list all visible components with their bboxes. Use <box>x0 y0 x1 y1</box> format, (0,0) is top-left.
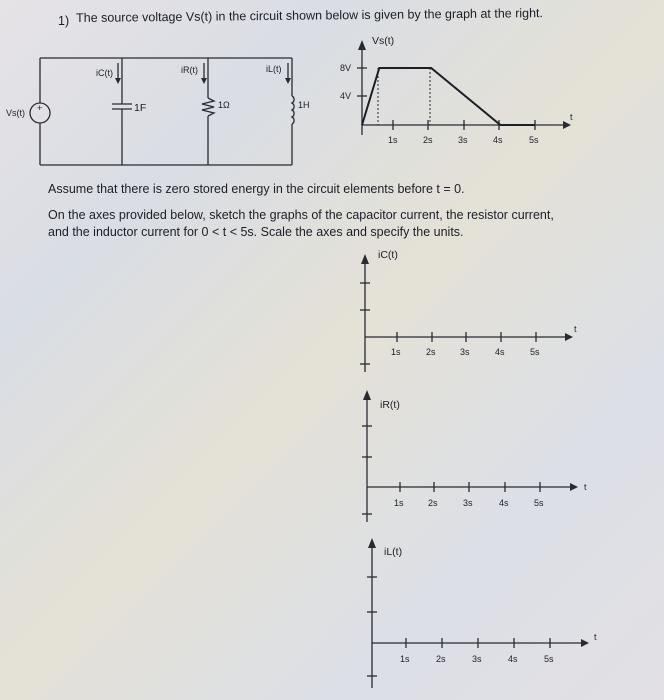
ir-xtick-1s: 1s <box>394 498 404 508</box>
source-label: Vs(t) <box>6 108 25 118</box>
source-graph-xlabel: t <box>570 112 573 122</box>
resistor-current-label: iR(t) <box>181 65 198 75</box>
assumption-text: Assume that there is zero stored energy in the circuit elements before t = 0. <box>48 182 465 196</box>
il-xtick-2s: 2s <box>436 654 446 664</box>
il-axes <box>367 546 583 688</box>
capacitor-current-label: iC(t) <box>96 68 113 78</box>
ic-ylabel: iC(t) <box>378 249 398 261</box>
ic-xlabel: t <box>574 324 577 334</box>
il-xtick-3s: 3s <box>472 654 482 664</box>
source-plus-sign: + <box>37 103 43 113</box>
il-xtick-1s: 1s <box>400 654 410 664</box>
problem-statement: The source voltage Vs(t) in the circuit shown below is given by the graph at the right. <box>76 6 544 25</box>
source-xtick-5s: 5s <box>529 135 539 145</box>
source-ytick-8v: 8V <box>340 63 352 73</box>
source-ytick-4v: 4V <box>340 91 352 101</box>
problem-number: 1) <box>58 14 70 28</box>
ir-ylabel: iR(t) <box>380 399 400 411</box>
il-xlabel: t <box>594 632 597 642</box>
ir-xtick-3s: 3s <box>463 498 473 508</box>
ic-xtick-5s: 5s <box>530 347 540 357</box>
source-voltage-waveform <box>362 68 535 125</box>
il-ylabel: iL(t) <box>384 546 403 558</box>
source-xtick-2s: 2s <box>423 135 433 145</box>
inductor-current-label: iL(t) <box>266 64 282 74</box>
resistor-value: 1Ω <box>218 100 230 110</box>
ic-xtick-2s: 2s <box>426 347 436 357</box>
source-xtick-3s: 3s <box>458 135 468 145</box>
source-xtick-1s: 1s <box>388 135 398 145</box>
inductor-value: 1H <box>298 100 310 110</box>
ic-xtick-3s: 3s <box>460 347 470 357</box>
ir-xtick-4s: 4s <box>499 498 509 508</box>
ic-xtick-4s: 4s <box>495 347 505 357</box>
ir-xtick-2s: 2s <box>428 498 438 508</box>
ic-xtick-1s: 1s <box>391 347 401 357</box>
source-xtick-4s: 4s <box>493 135 503 145</box>
il-xtick-5s: 5s <box>544 654 554 664</box>
ir-xlabel: t <box>584 482 587 492</box>
capacitor-value: 1F <box>134 102 147 114</box>
source-graph-ylabel: Vs(t) <box>372 35 395 47</box>
instruction-line-1: On the axes provided below, sketch the graphs of the capacitor current, the resistor current, <box>48 208 554 222</box>
il-xtick-4s: 4s <box>508 654 518 664</box>
instruction-line-2: and the inductor current for 0 < t < 5s. Scale the axes and specify the units. <box>48 225 464 239</box>
ir-xtick-5s: 5s <box>534 498 544 508</box>
